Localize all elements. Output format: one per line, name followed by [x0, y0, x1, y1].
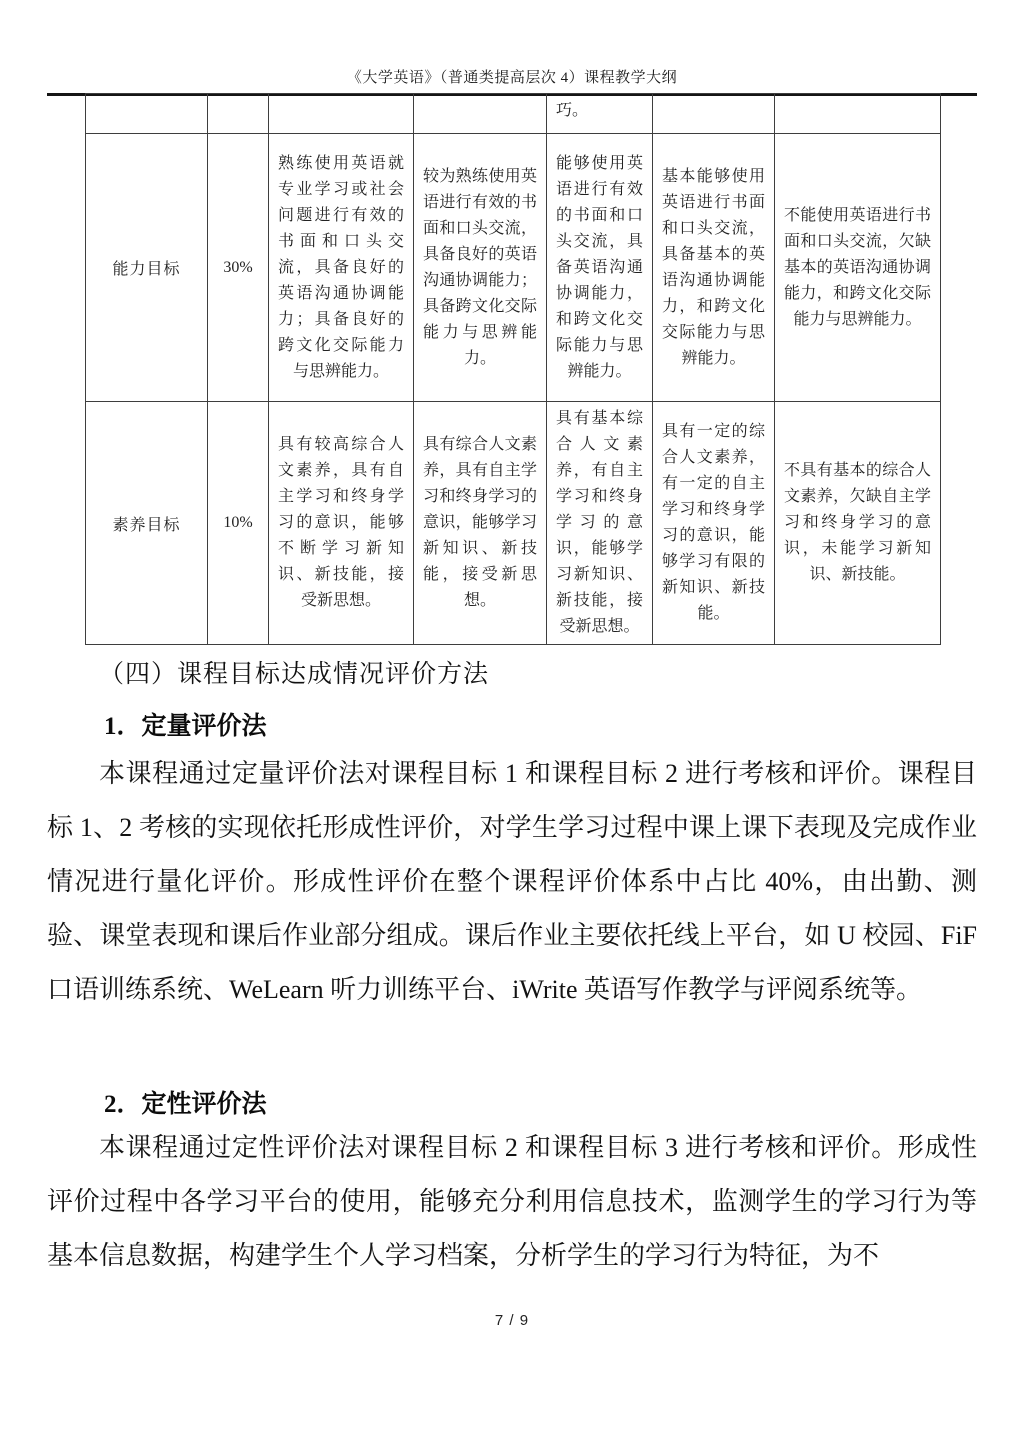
table-cell-empty	[775, 94, 941, 134]
table-cell	[547, 134, 653, 402]
running-header-title: 《大学英语》（普通类提高层次 4）课程教学大纲	[346, 70, 678, 86]
table-cell	[775, 402, 941, 645]
table-cell	[414, 134, 547, 402]
page-number: 7 / 9	[494, 1312, 530, 1329]
criteria-text: 具有一定的综合人文素养，有一定的自主学习和终身学习的意识，能够学习有限的新知识、新技能。	[662, 423, 765, 622]
table-cell-empty	[208, 94, 269, 134]
section-heading-evaluation-methods: （四）课程目标达成情况评价方法	[99, 661, 490, 688]
table-cell	[269, 134, 414, 402]
table-cell-continuation-text: 巧。	[547, 94, 653, 134]
criteria-text: 基本能够使用英语进行书面和口头交流，具备基本的英语沟通协调能力，和跨文化交际能力与思辨能力。	[662, 167, 765, 367]
criteria-text: 不能使用英语进行书面和口头交流，欠缺基本的英语沟通协调能力，和跨文化交际能力与思辨能力。	[784, 206, 931, 328]
table-row-continuation	[86, 94, 941, 134]
criteria-text: 不具有基本的综合人文素养，欠缺自主学习和终身学习的意识，未能学习新知识、新技能。	[784, 462, 931, 583]
table-row-literacy-goal	[86, 402, 941, 645]
table-cell	[547, 402, 653, 645]
row-weight-ability-goal: 30%	[208, 134, 269, 402]
criteria-text: 具有较高综合人文素养，具有自主学习和终身学习的意识，能够不断学习新知识、新技能，接受新思想。	[278, 436, 404, 609]
table-cell	[653, 134, 775, 402]
criteria-text: 具有综合人文素养，具有自主学习和终身学习的意识，能够学习新知识、新技能，接受新思想。	[423, 436, 537, 609]
subsection-title-quantitative: 1．定量评价法	[104, 713, 267, 740]
table-cell-empty	[269, 94, 414, 134]
subsection-title-qualitative: 2．定性评价法	[104, 1091, 267, 1118]
table-cell-empty	[653, 94, 775, 134]
criteria-text: 能够使用英语进行有效的书面和口头交流，具备英语沟通协调能力，和跨文化交际能力与思辨能力。	[556, 154, 643, 380]
row-label-literacy-goal: 素养目标	[86, 402, 208, 645]
paragraph-quantitative: 本课程通过定量评价法对课程目标 1 和课程目标 2 进行考核和评价。课程目标 1、2 考核的实现依托形成性评价，对学生学习过程中课上课下表现及完成作业情况进行量化评价。形成性评价在整个课程评价体系中占比 40%，由出勤、测验、课堂表现和课后作业部分组成。课后作业主要依托线上平台，如 U 校园、FiF 口语训练系统、WeLearn 听力训练平台、iWrite 英语写作教学与评阅系统等。	[47, 759, 977, 1004]
table-cell	[414, 402, 547, 645]
criteria-text: 熟练使用英语就专业学习或社会问题进行有效的书面和口头交流，具备良好的英语沟通协调能力；具备良好的跨文化交际能力与思辨能力。	[278, 154, 404, 380]
table-cell	[653, 402, 775, 645]
table-row-ability-goal	[86, 134, 941, 402]
paragraph-qualitative: 本课程通过定性评价法对课程目标 2 和课程目标 3 进行考核和评价。形成性评价过程中各学习平台的使用，能够充分利用信息技术，监测学生的学习行为等基本信息数据，构建学生个人学习档案，分析学生的学习行为特征，为不	[47, 1133, 977, 1270]
table-cell	[269, 402, 414, 645]
row-weight-literacy-goal: 10%	[208, 402, 269, 645]
table-cell-empty	[414, 94, 547, 134]
table-cell-empty	[86, 94, 208, 134]
criteria-text: 具有基本综合人文素养，有自主学习和终身学习的意识，能够学习新知识、新技能，接受新思想。	[556, 410, 643, 635]
table-cell	[775, 134, 941, 402]
row-label-ability-goal: 能力目标	[86, 134, 208, 402]
grading-criteria-table	[85, 93, 941, 645]
criteria-text: 较为熟练使用英语进行有效的书面和口头交流，具备良好的英语沟通协调能力；具备跨文化交际能力与思辨能力。	[423, 167, 537, 367]
